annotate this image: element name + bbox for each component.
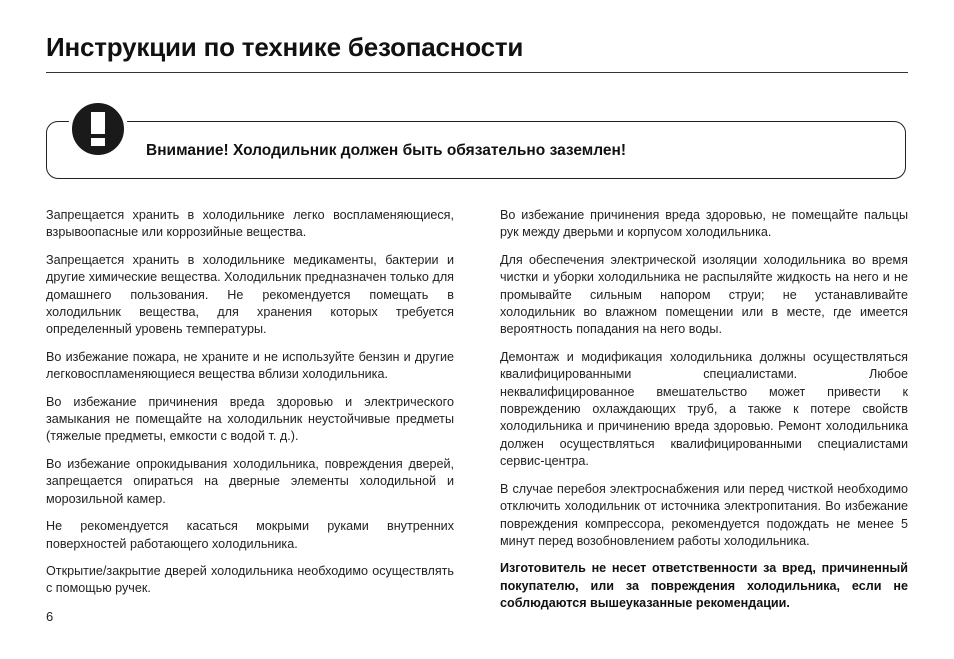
left-column <box>46 207 454 608</box>
right-column <box>500 207 908 623</box>
disclaimer-paragraph: Изготовитель не несет ответственности за вред, причиненный покупателю, или за повреждения холодильника, если не соблюдаются вышеуказанные рекомендации. <box>500 561 908 611</box>
exclamation-icon <box>68 99 128 159</box>
safety-paragraph: В случае перебоя электроснабжения или перед чисткой необходимо отключить холодильник от источника электропитания. Во избежание повреждения компрессора, рекомендуется подождать не менее 5 минут перед возобновлением работы холодильника. <box>500 481 908 548</box>
safety-paragraph: Во избежание причинения вреда здоровью и электрического замыкания не помещайте на холодильник неустойчивые предметы (тяжелые предметы, емкости с водой т. д.). <box>46 394 454 444</box>
safety-paragraph: Демонтаж и модификация холодильника должны осуществляться квалифицированными специалистами. Любое неквалифицированное вмешательство может привести к повреждению охлаждающих труб, а также к потере свойств холодильника и причинению вреда здоровью. Ремонт холодильника должен осуществляться квалифицированными специалистами сервис-центра. <box>500 349 908 469</box>
safety-paragraph: Не рекомендуется касаться мокрыми руками внутренних поверхностей работающего холодильника. <box>46 519 454 551</box>
safety-paragraph: Во избежание причинения вреда здоровью, не помещайте пальцы рук между дверьми и корпусом холодильника. <box>500 208 908 240</box>
title-divider <box>46 72 908 73</box>
safety-paragraph: Открытие/закрытие дверей холодильника необходимо осуществлять с помощью ручек. <box>46 563 454 596</box>
safety-paragraph: Для обеспечения электрической изоляции холодильника во время чистки и уборки холодильника не распыляйте жидкость на него и не промывайте сильным напором струи; не устанавливайте холодильник во влажном помещении или в месте, где имеется вероятность попадания на него воды. <box>500 252 908 337</box>
warning-text: Внимание! Холодильник должен быть обязательно заземлен! <box>146 142 627 159</box>
safety-paragraph: Запрещается хранить в холодильнике медикаменты, бактерии и другие химические вещества. Холодильник предназначен только для домашнего пользования. Не рекомендуется помещать в холодильник вещества, для хранения которых требуется определенный уровень температуры. <box>46 252 454 337</box>
safety-paragraph: Запрещается хранить в холодильнике легко воспламеняющиеся, взрывоопасные или коррозийные вещества. <box>46 208 454 240</box>
safety-paragraph: Во избежание опрокидывания холодильника, повреждения дверей, запрещается опираться на дверные элементы холодильной и морозильной камер. <box>46 456 454 506</box>
page-title: Инструкции по технике безопасности <box>46 32 524 62</box>
page-number: 6 <box>46 609 54 624</box>
safety-paragraph: Во избежание пожара, не храните и не используйте бензин и другие легковоспламеняющиеся вещества вблизи холодильника. <box>46 349 454 382</box>
